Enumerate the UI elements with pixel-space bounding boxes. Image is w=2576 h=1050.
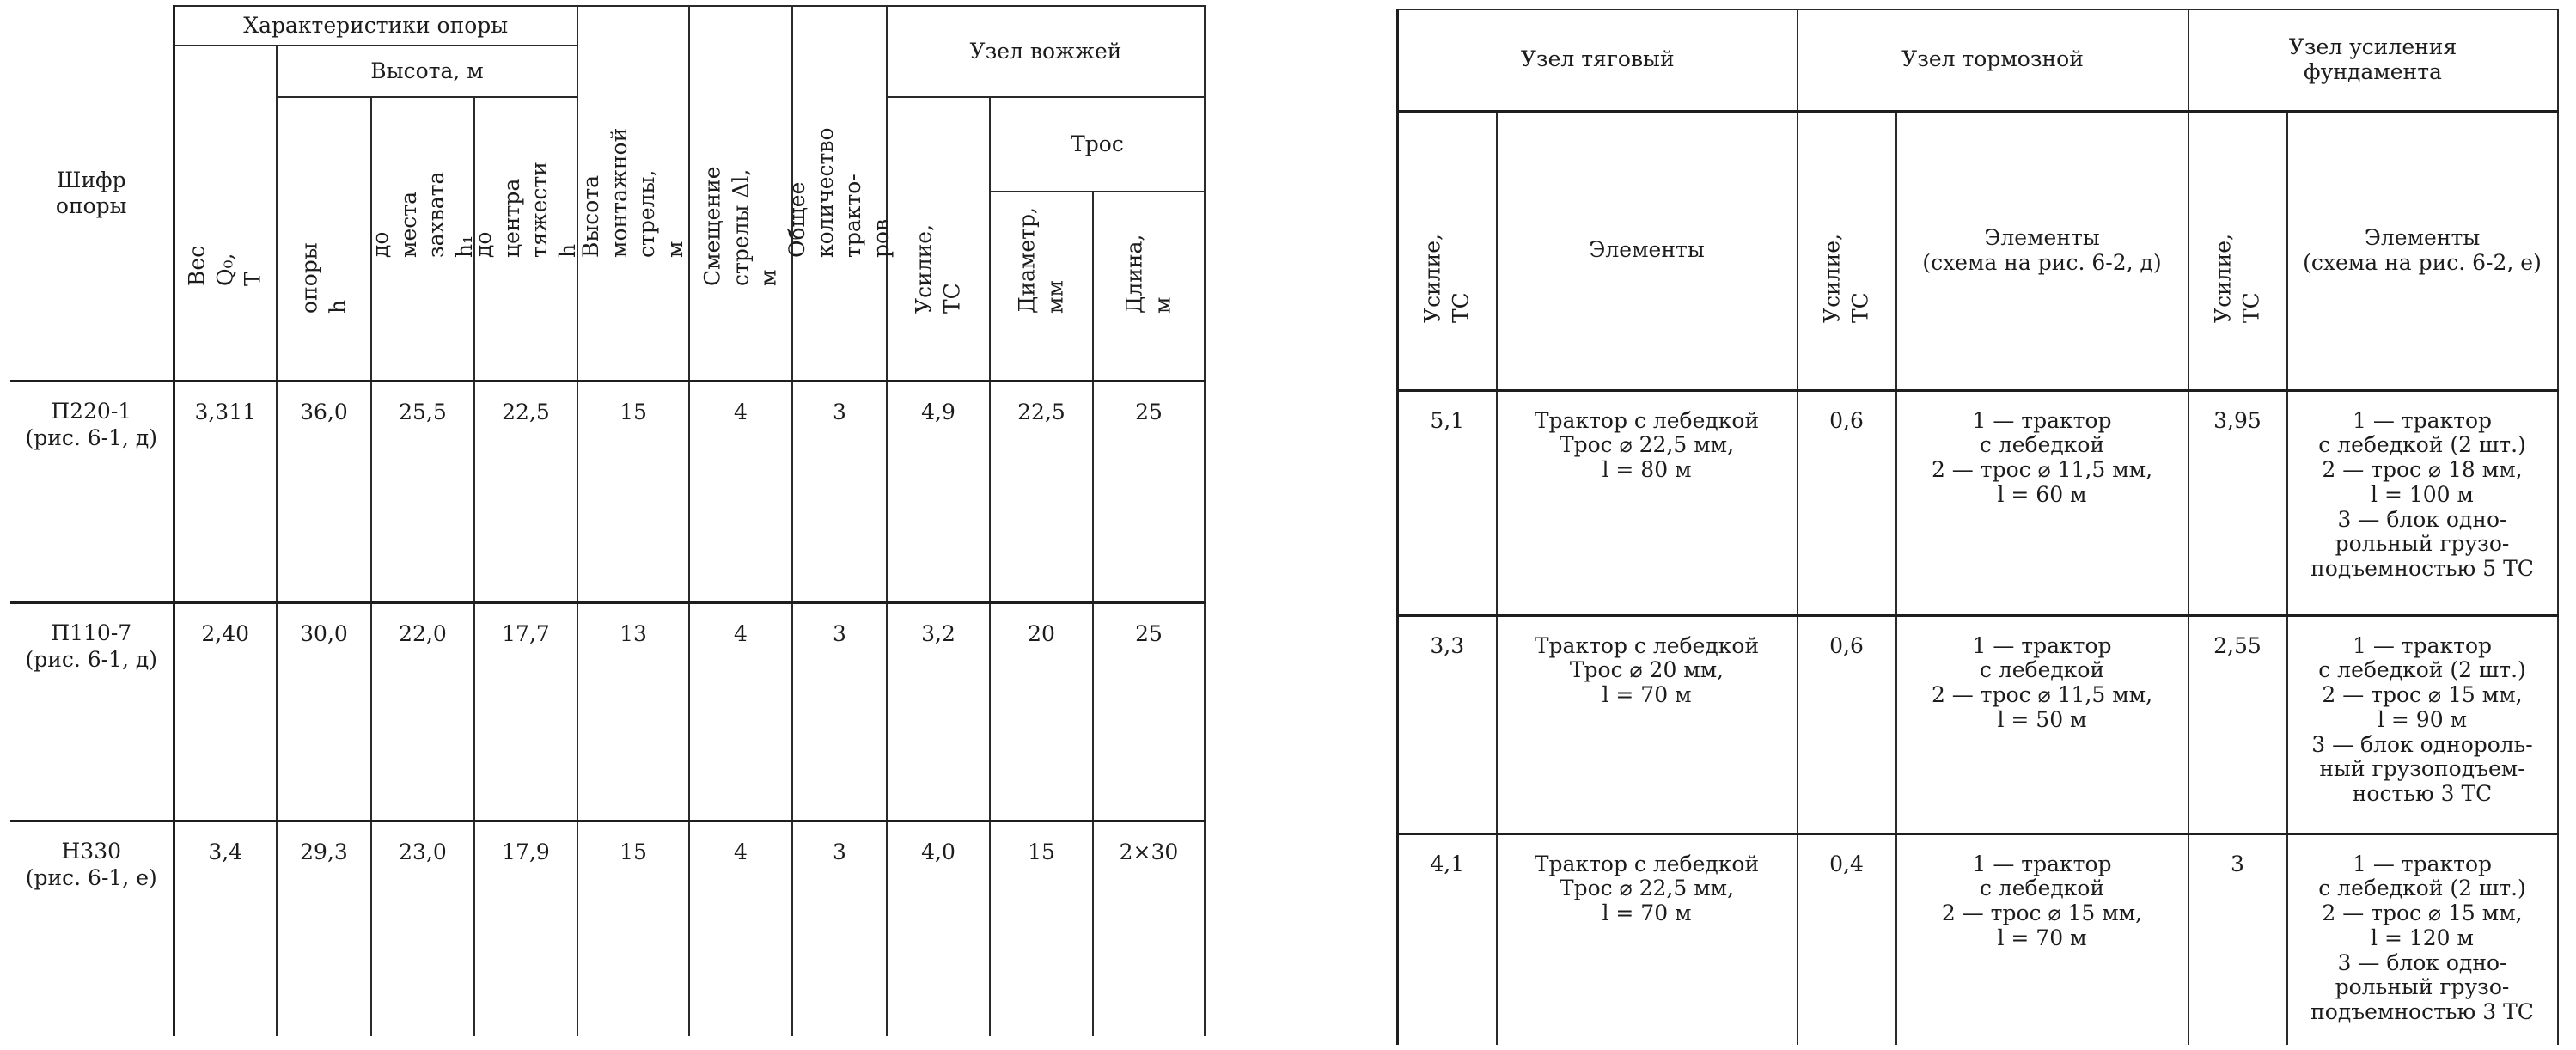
- header-height-grip: до места захвата h₁: [371, 97, 474, 382]
- cell-rope-length: 2×30: [1093, 821, 1205, 1036]
- cell-weight: 3,4: [174, 821, 277, 1036]
- cell-rope-length: 25: [1093, 603, 1205, 821]
- cell-tractors: 3: [792, 603, 887, 821]
- header-rope-diameter: Диаметр, мм: [990, 192, 1093, 382]
- table-row: [10, 382, 1205, 603]
- support-characteristics-table: [10, 5, 1206, 1036]
- cell-foundation-elements: 1 — трактор с лебедкой (2 шт.) 2 — трос ⌀ 15 мм, l = 90 м 3 — блок однороль- ный грузоподъем- ностью 3 ТС: [2287, 615, 2558, 833]
- cell-weight: 3,311: [174, 382, 277, 603]
- table-row: [1398, 833, 2558, 1045]
- cell-force: 4,9: [887, 382, 990, 603]
- cell-brake-force: 0,6: [1798, 615, 1896, 833]
- cell-height-support: 29,3: [277, 821, 371, 1036]
- header-foundation-node: Узел усиления фундамента: [2188, 9, 2558, 111]
- table-row: [1398, 615, 2558, 833]
- cell-rope-length: 25: [1093, 382, 1205, 603]
- cell-height-grip: 23,0: [371, 821, 474, 1036]
- cell-weight: 2,40: [174, 603, 277, 821]
- header-force: Усилие, ТС: [887, 97, 990, 382]
- cell-brake-elements: 1 — трактор с лебедкой 2 — трос ⌀ 11,5 мм, l = 60 м: [1896, 390, 2188, 615]
- cell-traction-elements: Трактор с лебедкой Трос ⌀ 22,5 мм, l = 80 м: [1497, 390, 1798, 615]
- cell-height-gravity: 17,9: [474, 821, 577, 1036]
- header-brake-elements: Элементы (схема на рис. 6-2, д): [1896, 111, 2188, 390]
- cell-boom-shift: 4: [689, 821, 792, 1036]
- cell-rope-diameter: 20: [990, 603, 1093, 821]
- cell-boom-height: 13: [577, 603, 689, 821]
- cell-boom-shift: 4: [689, 603, 792, 821]
- header-tractor-count: Общее количество тракто- ров: [792, 6, 887, 382]
- header-support-characteristics: Характеристики опоры: [174, 6, 577, 46]
- table-row: [10, 821, 1205, 1036]
- cell-height-gravity: 17,7: [474, 603, 577, 821]
- header-reins-node: Узел вожжей: [887, 6, 1205, 97]
- cell-force: 4,0: [887, 821, 990, 1036]
- cell-brake-elements: 1 — трактор с лебедкой 2 — трос ⌀ 15 мм, l = 70 м: [1896, 833, 2188, 1045]
- header-brake-force: Усилие, ТС: [1798, 111, 1896, 390]
- cell-tractors: 3: [792, 821, 887, 1036]
- header-boom-shift: Смещение стрелы Δl, м: [689, 6, 792, 382]
- cell-traction-force: 5,1: [1398, 390, 1497, 615]
- header-rope-group: Трос: [990, 97, 1205, 192]
- cell-height-gravity: 22,5: [474, 382, 577, 603]
- cell-boom-height: 15: [577, 382, 689, 603]
- header-boom-height: Высота монтажной стрелы, м: [577, 6, 689, 382]
- cell-code: Н330 (рис. 6-1, е): [10, 821, 174, 1036]
- header-weight: Вес Q₀, Т: [174, 46, 277, 382]
- table-row: [10, 603, 1205, 821]
- cell-code: П220-1 (рис. 6-1, д): [10, 382, 174, 603]
- cell-foundation-force: 2,55: [2188, 615, 2287, 833]
- header-traction-node: Узел тяговый: [1398, 9, 1798, 111]
- cell-rope-diameter: 15: [990, 821, 1093, 1036]
- header-brake-node: Узел тормозной: [1798, 9, 2188, 111]
- header-rope-length: Длина, м: [1093, 192, 1205, 382]
- cell-traction-elements: Трактор с лебедкой Трос ⌀ 22,5 мм, l = 70 м: [1497, 833, 1798, 1045]
- cell-code: П110-7 (рис. 6-1, д): [10, 603, 174, 821]
- cell-brake-force: 0,4: [1798, 833, 1896, 1045]
- table-row: [1398, 390, 2558, 615]
- cell-foundation-elements: 1 — трактор с лебедкой (2 шт.) 2 — трос ⌀ 18 мм, l = 100 м 3 — блок одно- рольный грузо- подъемностью 5 ТС: [2287, 390, 2558, 615]
- header-foundation-force: Усилие, ТС: [2188, 111, 2287, 390]
- header-traction-force: Усилие, ТС: [1398, 111, 1497, 390]
- header-foundation-elements: Элементы (схема на рис. 6-2, е): [2287, 111, 2558, 390]
- cell-brake-elements: 1 — трактор с лебедкой 2 — трос ⌀ 11,5 мм, l = 50 м: [1896, 615, 2188, 833]
- cell-force: 3,2: [887, 603, 990, 821]
- cell-height-support: 36,0: [277, 382, 371, 603]
- cell-traction-elements: Трактор с лебедкой Трос ⌀ 20 мм, l = 70 м: [1497, 615, 1798, 833]
- cell-height-grip: 25,5: [371, 382, 474, 603]
- cell-brake-force: 0,6: [1798, 390, 1896, 615]
- cell-rope-diameter: 22,5: [990, 382, 1093, 603]
- cell-boom-height: 15: [577, 821, 689, 1036]
- cell-traction-force: 3,3: [1398, 615, 1497, 833]
- header-traction-elements: Элементы: [1497, 111, 1798, 390]
- cell-foundation-force: 3: [2188, 833, 2287, 1045]
- header-height-group: Высота, м: [277, 46, 577, 97]
- cell-traction-force: 4,1: [1398, 833, 1497, 1045]
- cell-tractors: 3: [792, 382, 887, 603]
- cell-boom-shift: 4: [689, 382, 792, 603]
- cell-foundation-force: 3,95: [2188, 390, 2287, 615]
- header-support-code: Шифр опоры: [10, 6, 174, 382]
- cell-height-grip: 22,0: [371, 603, 474, 821]
- header-height-support: опоры h: [277, 97, 371, 382]
- cell-foundation-elements: 1 — трактор с лебедкой (2 шт.) 2 — трос ⌀ 15 мм, l = 120 м 3 — блок одно- рольный грузо- подъемностью 3 ТС: [2287, 833, 2558, 1045]
- cell-height-support: 30,0: [277, 603, 371, 821]
- header-height-gravity: до центра тяжести h: [474, 97, 577, 382]
- nodes-table: [1396, 9, 2559, 1045]
